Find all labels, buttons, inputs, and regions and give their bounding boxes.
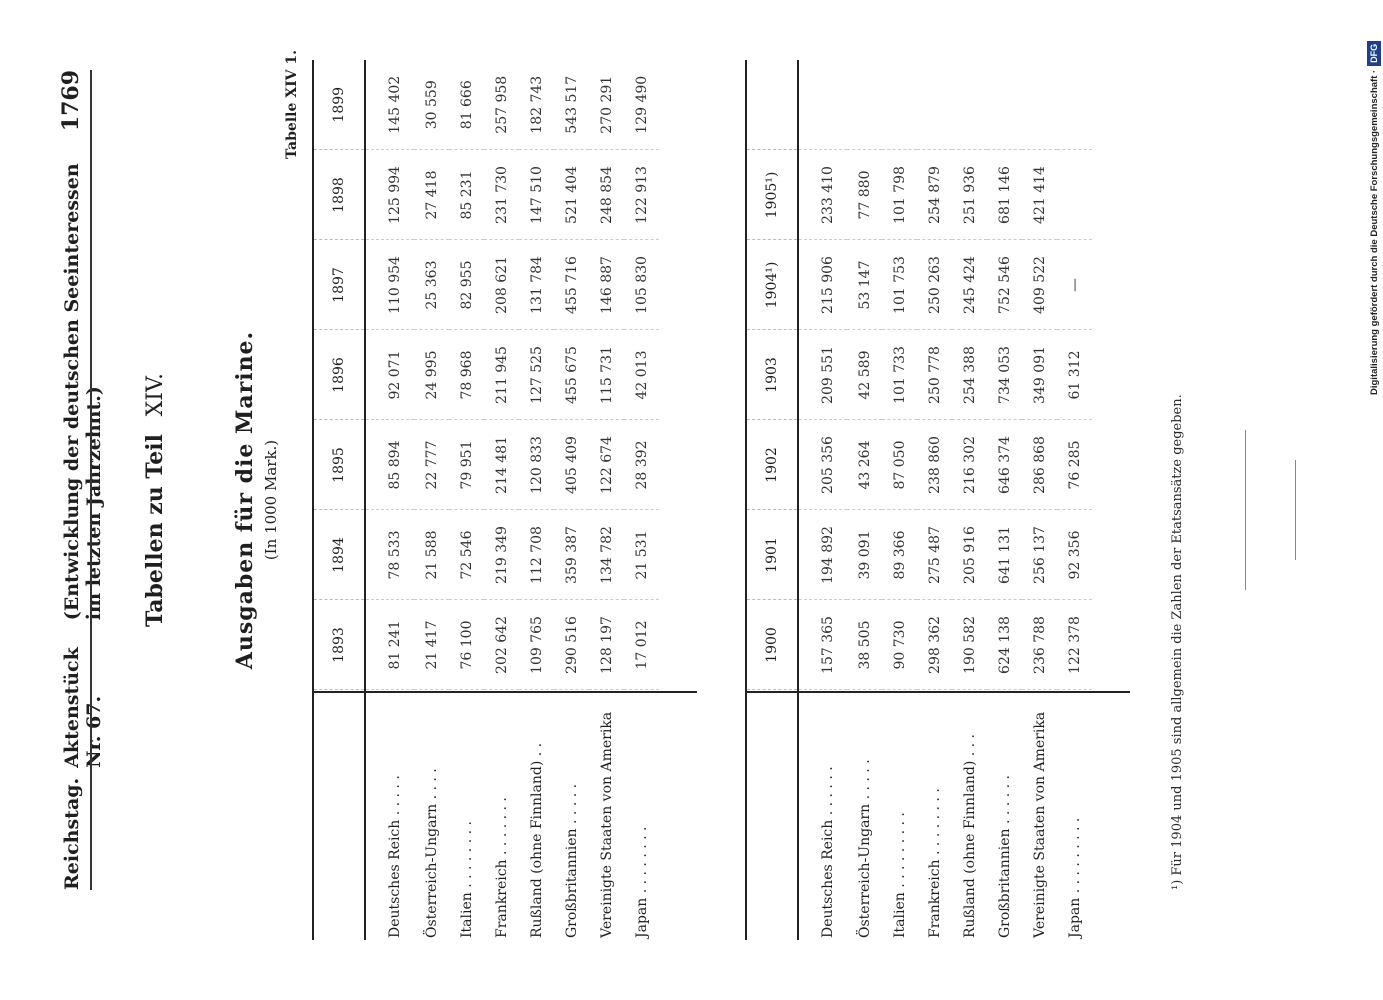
table-cell: 250 263	[917, 240, 952, 330]
column-header	[746, 690, 798, 940]
table-row	[484, 60, 519, 940]
table-cell: 78 533	[365, 510, 414, 600]
table-label: Tabelle XIV 1.	[284, 50, 300, 160]
table-cell: 245 424	[952, 240, 987, 330]
table-cell: 455 675	[554, 330, 589, 420]
table-cell: 81 666	[449, 60, 484, 150]
country-label: Großbritannien . . . . . .	[996, 775, 1013, 938]
column-header: 1895	[313, 420, 365, 510]
table-cell: 421 414	[1022, 150, 1057, 240]
table-cell: 233 410	[798, 150, 847, 240]
table-cell: 238 860	[917, 420, 952, 510]
table-cell: 92 356	[1057, 510, 1092, 600]
table-cell	[847, 60, 882, 150]
table-cell: 101 733	[882, 330, 917, 420]
table-cell: 131 784	[519, 240, 554, 330]
table-cell: 53 147	[847, 240, 882, 330]
table-row	[589, 60, 624, 940]
table-cell: 641 131	[987, 510, 1022, 600]
table-cell: 157 365	[798, 600, 847, 690]
table-cell: 101 798	[882, 150, 917, 240]
country-label: Frankreich . . . . . . . .	[926, 788, 943, 938]
table-cell: 147 510	[519, 150, 554, 240]
table-cell: 209 551	[798, 330, 847, 420]
table-cell: —	[1057, 240, 1092, 330]
table-cell: 127 525	[519, 330, 554, 420]
table-cell: 122 913	[624, 150, 659, 240]
table-row	[365, 60, 414, 940]
table-cell: 87 050	[882, 420, 917, 510]
table-cell: 28 392	[624, 420, 659, 510]
table-cell: 17 012	[624, 600, 659, 690]
table-cell: 25 363	[414, 240, 449, 330]
table-cell: 82 955	[449, 240, 484, 330]
country-label: Frankreich . . . . . . .	[493, 797, 510, 938]
table-cell: 219 349	[484, 510, 519, 600]
table-cell: 125 994	[365, 150, 414, 240]
table-cell: 145 402	[365, 60, 414, 150]
column-header: 1899	[313, 60, 365, 150]
column-header: 1898	[313, 150, 365, 240]
table-cell: 89 366	[882, 510, 917, 600]
table-cell: 248 854	[589, 150, 624, 240]
table-row	[917, 60, 952, 940]
table-cell: 211 945	[484, 330, 519, 420]
table-cell: 521 404	[554, 150, 589, 240]
table-row	[882, 60, 917, 940]
table-cell: 231 730	[484, 150, 519, 240]
table-cell: 21 588	[414, 510, 449, 600]
table-cell: 405 409	[554, 420, 589, 510]
table-cell: 79 951	[449, 420, 484, 510]
table-cell: 646 374	[987, 420, 1022, 510]
table-cell: 254 879	[917, 150, 952, 240]
table-cell: 190 582	[952, 600, 987, 690]
table-cell: 105 830	[624, 240, 659, 330]
table-cell: 109 765	[519, 600, 554, 690]
dfg-logo: DFG	[1367, 41, 1381, 66]
table-cell: 270 291	[589, 60, 624, 150]
table-cell	[798, 60, 847, 150]
country-label: Österreich-Ungarn . . . .	[423, 768, 440, 938]
table-cell: 202 642	[484, 600, 519, 690]
table-cell: 236 788	[1022, 600, 1057, 690]
country-label: Italien . . . . . . . . .	[891, 812, 908, 938]
country-label: Deutsches Reich . . . . . .	[820, 766, 836, 938]
table-row	[987, 60, 1022, 940]
column-header: 1893	[313, 600, 365, 690]
table-cell: 42 589	[847, 330, 882, 420]
table-cell: 146 887	[589, 240, 624, 330]
table-cell: 122 674	[589, 420, 624, 510]
table-row	[1022, 60, 1057, 940]
table-cell: 90 730	[882, 600, 917, 690]
footnote: ¹) Für 1904 und 1905 sind allgemein die Zahlen der Etatsansätze gegeben.	[1170, 394, 1185, 890]
table-row	[519, 60, 554, 940]
table-cell: 112 708	[519, 510, 554, 600]
column-header: 1896	[313, 330, 365, 420]
table-cell: 81 241	[365, 600, 414, 690]
table-2-column-rule	[745, 691, 1130, 693]
table-cell: 61 312	[1057, 330, 1092, 420]
header-topic: (Entwicklung der deutschen Seeinteressen im letzten Jahrzehnt.)	[61, 163, 105, 621]
table-cell: 122 378	[1057, 600, 1092, 690]
table-header-row	[746, 60, 798, 940]
table-cell: 76 285	[1057, 420, 1092, 510]
table-cell: 43 264	[847, 420, 882, 510]
table-cell	[917, 60, 952, 150]
expenditure-table-1893-1899	[312, 60, 659, 940]
table-cell: 39 091	[847, 510, 882, 600]
table-cell: 359 387	[554, 510, 589, 600]
table-cell: 624 138	[987, 600, 1022, 690]
table-cell: 76 100	[449, 600, 484, 690]
country-label: Deutsches Reich . . . . .	[387, 775, 403, 938]
column-header	[313, 690, 365, 940]
table-cell: 24 995	[414, 330, 449, 420]
table-cell: 182 743	[519, 60, 554, 150]
column-header: 1903	[746, 330, 798, 420]
header-left: Reichstag.	[61, 777, 83, 890]
separator-line	[1245, 430, 1246, 590]
column-header: 1894	[313, 510, 365, 600]
table-1-column-rule	[312, 691, 697, 693]
table-cell: 216 302	[952, 420, 987, 510]
table-cell: 42 013	[624, 330, 659, 420]
country-label: Vereinigte Staaten von Amerika	[1031, 711, 1048, 938]
table-cell: 77 880	[847, 150, 882, 240]
subtitle: (In 1000 Mark.)	[262, 439, 280, 561]
table-cell	[987, 60, 1022, 150]
table-cell: 298 362	[917, 600, 952, 690]
separator-line	[1295, 460, 1296, 560]
column-header	[746, 60, 798, 150]
table-cell: 275 487	[917, 510, 952, 600]
table-row	[952, 60, 987, 940]
table-row	[1057, 60, 1092, 940]
table-cell: 115 731	[589, 330, 624, 420]
table-cell: 85 231	[449, 150, 484, 240]
table-cell: 22 777	[414, 420, 449, 510]
table-cell	[952, 60, 987, 150]
header-document: Aktenstück Nr. 67.	[61, 647, 105, 768]
expenditure-table-1900-1905	[745, 60, 1092, 940]
table-cell: 205 916	[952, 510, 987, 600]
table-cell: 38 505	[847, 600, 882, 690]
table-row	[847, 60, 882, 940]
table-cell: 110 954	[365, 240, 414, 330]
table-cell: 455 716	[554, 240, 589, 330]
header-rule	[90, 70, 92, 890]
table-row	[798, 60, 847, 940]
table-cell: 734 053	[987, 330, 1022, 420]
country-label: Österreich-Ungarn . . . . .	[856, 759, 873, 938]
table-cell: 194 892	[798, 510, 847, 600]
section-title	[142, 0, 168, 1000]
credit-text: Digitalisierung gefördert durch die Deutsche Forschungsgemeinschaft ·	[1368, 69, 1380, 395]
table-cell: 128 197	[589, 600, 624, 690]
table-cell: 254 388	[952, 330, 987, 420]
country-label: Japan . . . . . . . .	[633, 826, 650, 938]
country-label: Vereinigte Staaten von Amerika	[598, 711, 615, 938]
table-cell: 214 481	[484, 420, 519, 510]
table-cell: 27 418	[414, 150, 449, 240]
digitization-credit	[1366, 10, 1382, 395]
table-cell: 120 833	[519, 420, 554, 510]
table-cell: 752 546	[987, 240, 1022, 330]
column-header: 1905¹)	[746, 150, 798, 240]
table-cell: 21 531	[624, 510, 659, 600]
table-cell: 256 137	[1022, 510, 1057, 600]
table-cell: 134 782	[589, 510, 624, 600]
country-label: Rußland (ohne Finnland) . .	[528, 742, 545, 938]
country-label: Italien . . . . . . . .	[458, 821, 475, 938]
table-row	[449, 60, 484, 940]
page-header	[58, 70, 105, 890]
table-cell: 208 621	[484, 240, 519, 330]
column-header: 1902	[746, 420, 798, 510]
table-cell	[882, 60, 917, 150]
table-header-row	[313, 60, 365, 940]
main-title: Ausgaben für die Marine.	[232, 330, 258, 670]
table-cell: 78 968	[449, 330, 484, 420]
table-cell: 30 559	[414, 60, 449, 150]
column-header: 1900	[746, 600, 798, 690]
table-cell: 543 517	[554, 60, 589, 150]
table-cell: 85 894	[365, 420, 414, 510]
country-label: Japan . . . . . . . . .	[1066, 817, 1083, 938]
page-number: 1769	[58, 70, 84, 132]
table-cell: 72 546	[449, 510, 484, 600]
table-row	[554, 60, 589, 940]
table-cell: 92 071	[365, 330, 414, 420]
column-header: 1897	[313, 240, 365, 330]
table-cell: 101 753	[882, 240, 917, 330]
table-cell: 290 516	[554, 600, 589, 690]
table-cell: 21 417	[414, 600, 449, 690]
table-cell	[1057, 60, 1092, 150]
table-row	[414, 60, 449, 940]
table-cell: 286 868	[1022, 420, 1057, 510]
column-header: 1904¹)	[746, 240, 798, 330]
table-cell	[1057, 150, 1092, 240]
table-cell: 257 958	[484, 60, 519, 150]
table-cell: 409 522	[1022, 240, 1057, 330]
table-cell: 251 936	[952, 150, 987, 240]
table-cell: 250 778	[917, 330, 952, 420]
table-cell: 349 091	[1022, 330, 1057, 420]
table-cell: 129 490	[624, 60, 659, 150]
table-cell: 205 356	[798, 420, 847, 510]
table-cell	[1022, 60, 1057, 150]
section-roman: XIV.	[143, 372, 168, 417]
section-title-text: Tabellen zu Teil	[142, 434, 168, 628]
table-row	[624, 60, 659, 940]
country-label: Rußland (ohne Finnland) . . .	[961, 733, 978, 938]
column-header: 1901	[746, 510, 798, 600]
table-cell: 215 906	[798, 240, 847, 330]
country-label: Großbritannien . . . . .	[563, 783, 580, 938]
table-cell: 681 146	[987, 150, 1022, 240]
